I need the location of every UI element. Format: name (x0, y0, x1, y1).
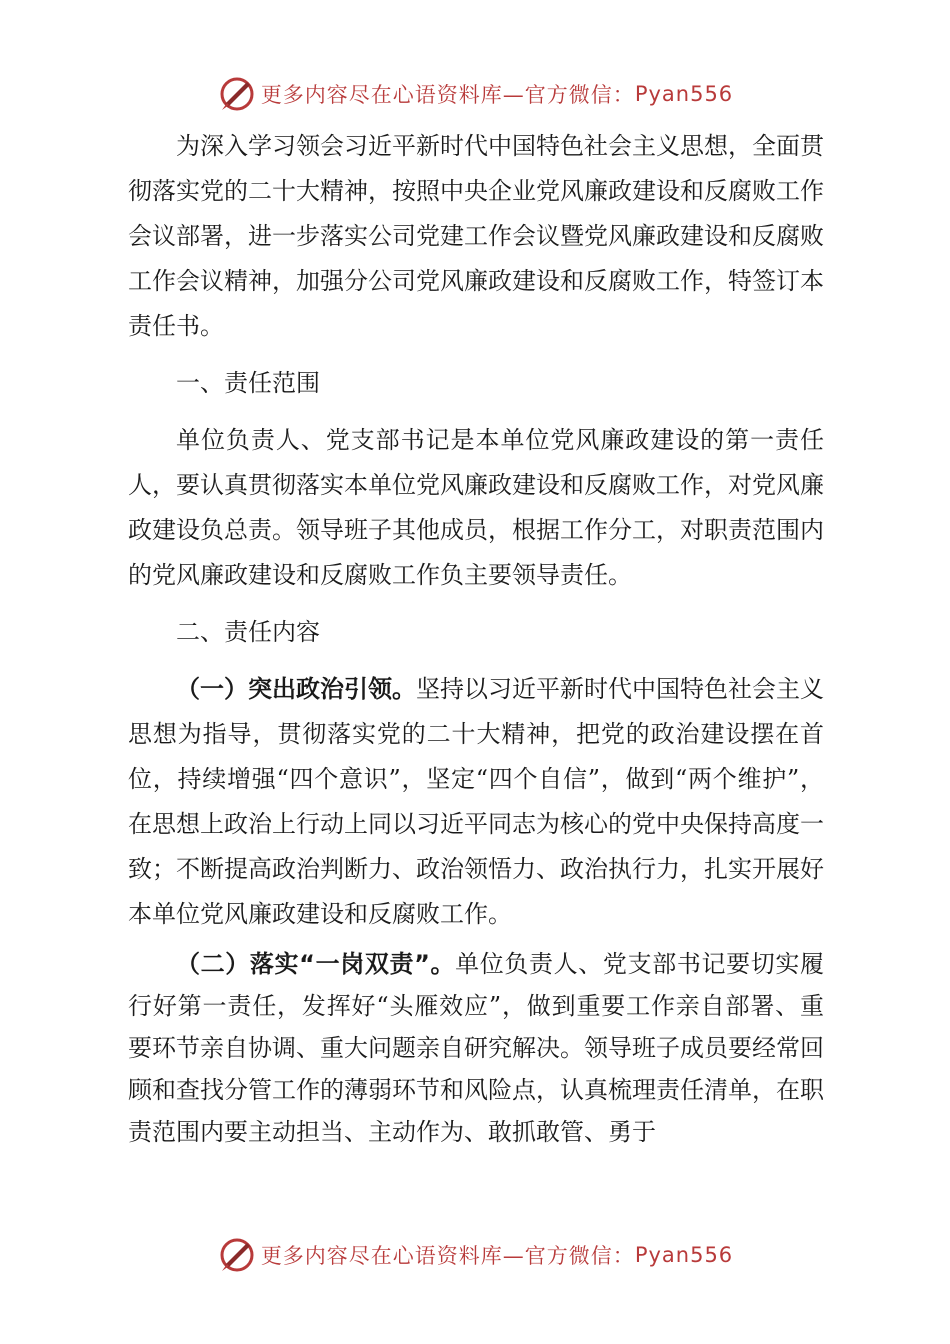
scope-paragraph: 单位负责人、党支部书记是本单位党风廉政建设的第一责任人，要认真贯彻落实本单位党风廉政建设和反腐败工作，对党风廉政建设负总责。领导班子其他成员，根据工作分工，对职责范围内的党风廉政建设和反腐败工作负主要领导责任。 (128, 426, 824, 589)
section-heading-scope: 一、责任范围 (176, 369, 320, 397)
footer-banner-text: 更多内容尽在心语资料库—官方微信： (260, 1244, 635, 1268)
intro-paragraph: 为深入学习领会习近平新时代中国特色社会主义思想，全面贯彻落实党的二十大精神，按照中央企业党风廉政建设和反腐败工作会议部署，进一步落实公司党建工作会议暨党风廉政建设和反腐败工作会议精神，加强分公司党风廉政建设和反腐败工作，特签订本责任书。 (128, 132, 824, 340)
item-2-paragraph (128, 943, 824, 1153)
item-1-lead: （一）突出政治引领。 (176, 675, 416, 703)
item-1-paragraph (128, 667, 824, 937)
header-banner-text: 更多内容尽在心语资料库—官方微信： (260, 83, 635, 107)
footer-wechat-id: Pyan556 (634, 1243, 734, 1267)
document-body (128, 124, 824, 1153)
footer-banner (0, 1233, 950, 1277)
pen-circle-logo-icon (217, 74, 257, 114)
item-2-lead: （二）落实“一岗双责”。 (176, 950, 456, 978)
header-banner (0, 72, 950, 116)
item-1-body: 坚持以习近平新时代中国特色社会主义思想为指导，贯彻落实党的二十大精神，把党的政治建设摆在首位，持续增强“四个意识”，坚定“四个自信”，做到“两个维护”，在思想上政治上行动上同以习近平同志为核心的党中央保持高度一致；不断提高政治判断力、政治领悟力、政治执行力，扎实开展好本单位党风廉政建设和反腐败工作。 (128, 675, 824, 928)
item-2-body: 单位负责人、党支部书记要切实履行好第一责任，发挥好“头雁效应”，做到重要工作亲自部署、重要环节亲自协调、重大问题亲自研究解决。领导班子成员要经常回顾和查找分管工作的薄弱环节和风险点，认真梳理责任清单，在职责范围内要主动担当、主动作为、敢抓敢管、勇于 (128, 950, 824, 1146)
pen-circle-logo-icon (217, 1235, 257, 1275)
header-wechat-id: Pyan556 (634, 82, 734, 106)
section-heading-content: 二、责任内容 (176, 618, 320, 646)
